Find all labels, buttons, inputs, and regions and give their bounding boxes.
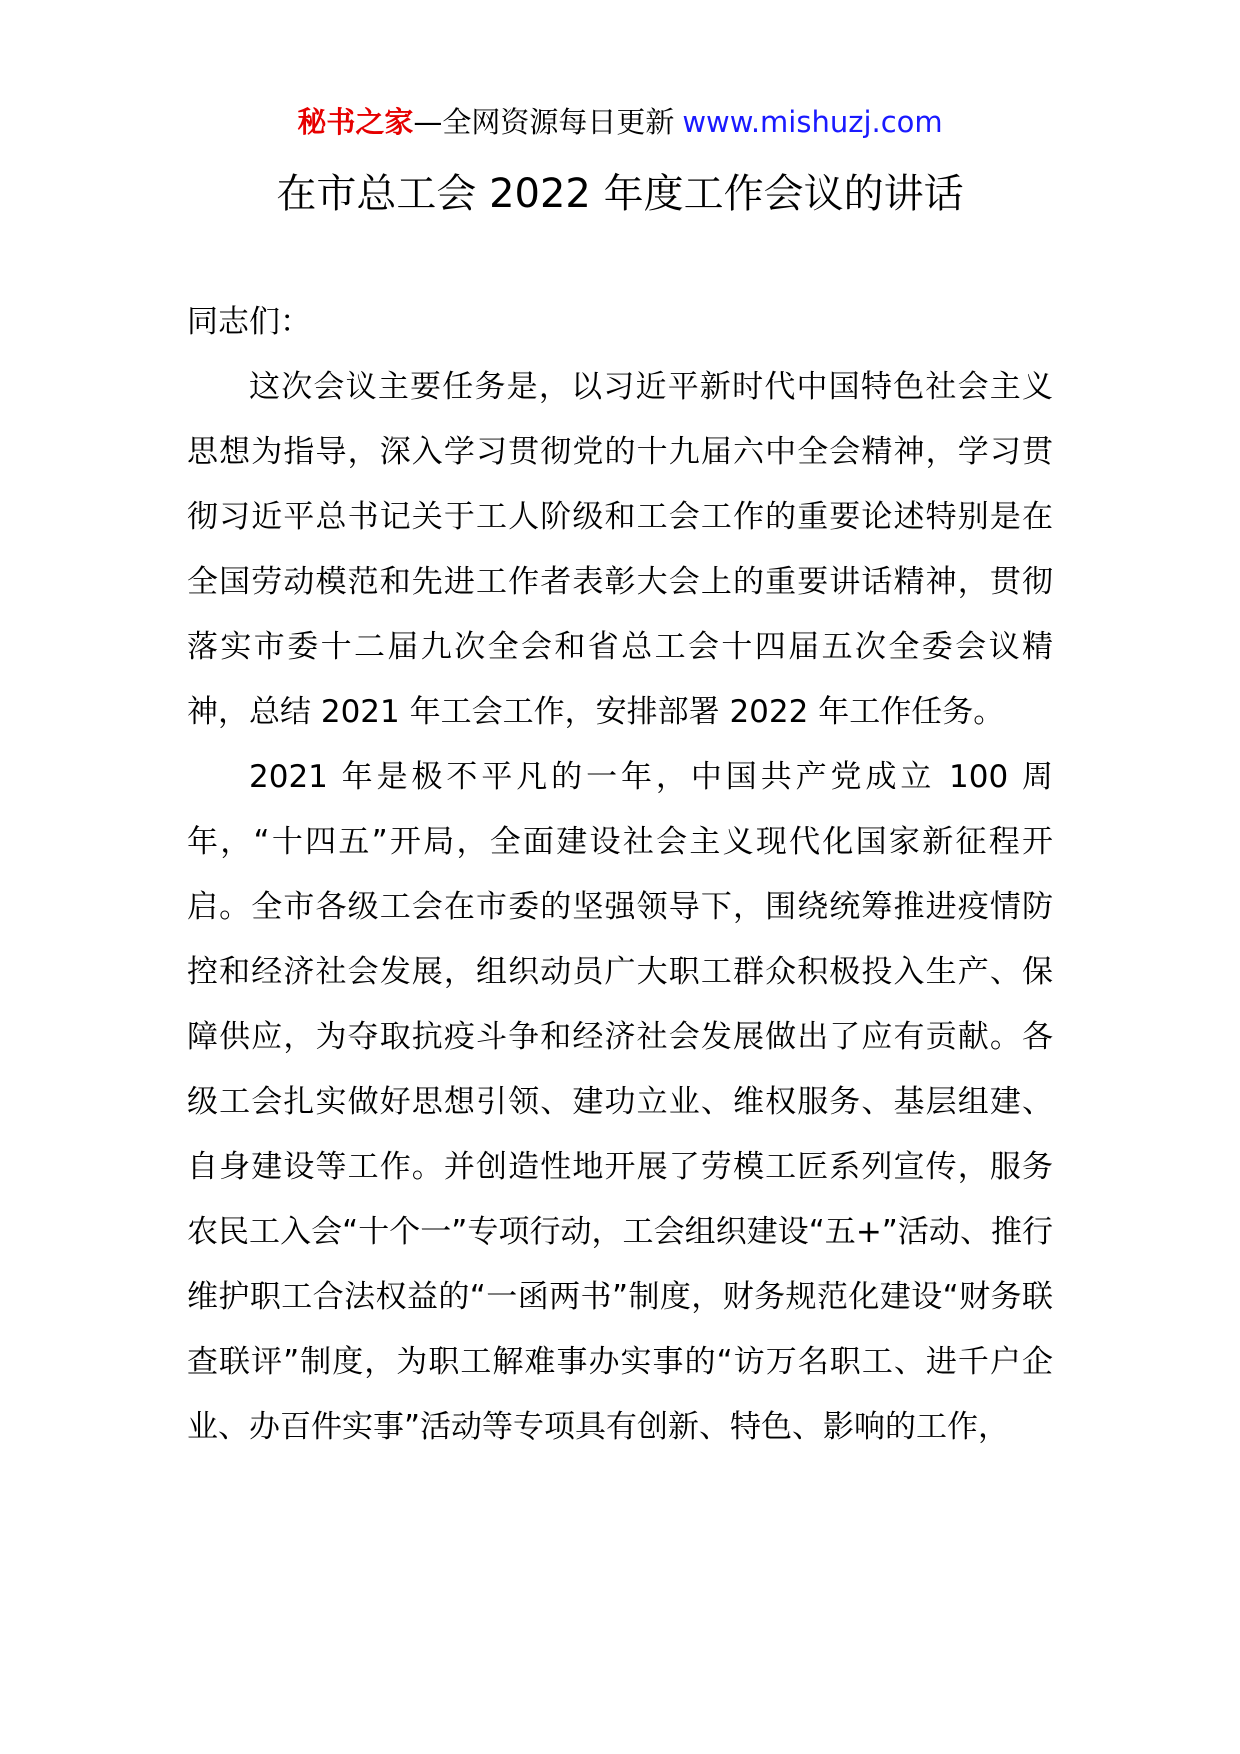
brand-name: 秘书之家 <box>297 105 414 139</box>
site-header <box>0 102 1240 142</box>
salutation: 同志们： <box>187 304 311 340</box>
paragraph-1: 这次会议主要任务是，以习近平新时代中国特色社会主义思想为指导，深入学习贯彻党的十九届六中全会精神，学习贯彻习近平总书记关于工人阶级和工会工作的重要论述特别是在全国劳动模范和先进工作者表彰大会上的重要讲话精神，贯彻落实市委十二届九次全会和省总工会十四届五次全委会议精神，总结 2021 年工会工作，安排部署 2022 年工作任务。 <box>187 369 1053 730</box>
document-title: 在市总工会 2022 年度工作会议的讲话 <box>276 171 964 217</box>
site-url-link[interactable]: www.mishuzj.com <box>682 105 943 139</box>
paragraph-2: 2021 年是极不平凡的一年，中国共产党成立 100 周年，“十四五”开局，全面建设社会主义现代化国家新征程开启。全市各级工会在市委的坚强领导下，围绕统筹推进疫情防控和经济社会发展，组织动员广大职工群众积极投入生产、保障供应，为夺取抗疫斗争和经济社会发展做出了应有贡献。各级工会扎实做好思想引领、建功立业、维权服务、基层组建、自身建设等工作。并创造性地开展了劳模工匠系列宣传，服务农民工入会“十个一”专项行动，工会组织建设“五+”活动、推行维护职工合法权益的“一函两书”制度，财务规范化建设“财务联查联评”制度，为职工解难事办实事的“访万名职工、进千户企业、办百件实事”活动等专项具有创新、特色、影响的工作， <box>187 759 1053 1445</box>
document-body <box>187 290 1053 1460</box>
brand-slogan: —全网资源每日更新 <box>413 105 675 139</box>
